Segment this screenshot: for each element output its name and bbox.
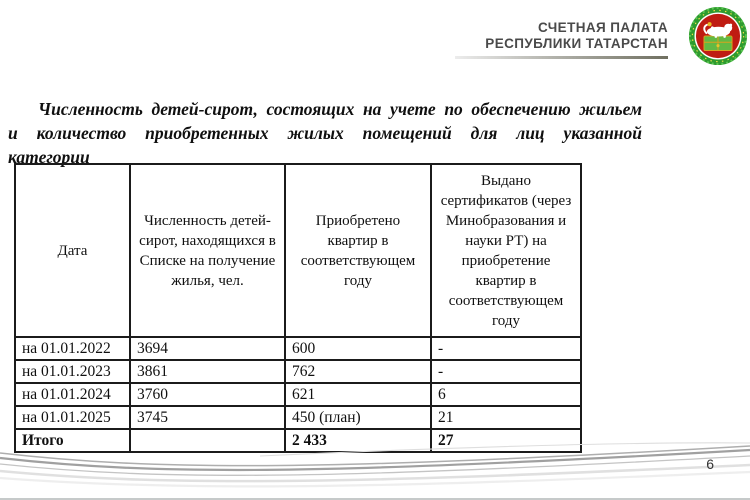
cell-total-label: Итого (15, 429, 130, 452)
cell-count: 3760 (130, 383, 285, 406)
cell-count: 3861 (130, 360, 285, 383)
bottom-wave-decoration (0, 438, 750, 498)
cell-certificates: - (431, 337, 581, 360)
column-header-apartments-acquired: Приобретено квартир в соответствующем году (285, 164, 431, 337)
brand-divider (455, 56, 668, 59)
table-row (15, 337, 581, 360)
cell-total-certificates: 27 (431, 429, 581, 452)
cell-total-apartments: 2 433 (285, 429, 431, 452)
page-number: 6 (706, 456, 714, 472)
cell-apartments: 762 (285, 360, 431, 383)
column-header-date: Дата (15, 164, 130, 337)
cell-certificates: 6 (431, 383, 581, 406)
cell-date: на 01.01.2023 (15, 360, 130, 383)
table-row (15, 383, 581, 406)
accounts-chamber-emblem-icon (688, 5, 748, 72)
cell-date: на 01.01.2024 (15, 383, 130, 406)
cell-certificates: - (431, 360, 581, 383)
cell-apartments: 450 (план) (285, 406, 431, 429)
data-table (14, 163, 582, 453)
brand-block (485, 20, 668, 52)
cell-count: 3745 (130, 406, 285, 429)
column-header-certificates-issued: Выдано сертификатов (через Минобразования и науки РТ) на приобретение квартир в соответствующем году (431, 164, 581, 337)
table-row (15, 360, 581, 383)
cell-certificates: 21 (431, 406, 581, 429)
cell-apartments: 600 (285, 337, 431, 360)
table-header-row (15, 164, 581, 337)
cell-count: 3694 (130, 337, 285, 360)
brand-line-2: РЕСПУБЛИКИ ТАТАРСТАН (485, 36, 668, 51)
slide-title: Численность детей-сирот, состоящих на учете по обеспечению жильем и количество приобретенных жилых помещений для лиц указанной категории (8, 98, 642, 167)
table-row (15, 406, 581, 429)
cell-apartments: 621 (285, 383, 431, 406)
cell-date: на 01.01.2022 (15, 337, 130, 360)
brand-line-1: СЧЕТНАЯ ПАЛАТА (537, 20, 668, 35)
cell-date: на 01.01.2025 (15, 406, 130, 429)
column-header-orphans-count: Численность детей-сирот, находящихся в Списке на получение жилья, чел. (130, 164, 285, 337)
